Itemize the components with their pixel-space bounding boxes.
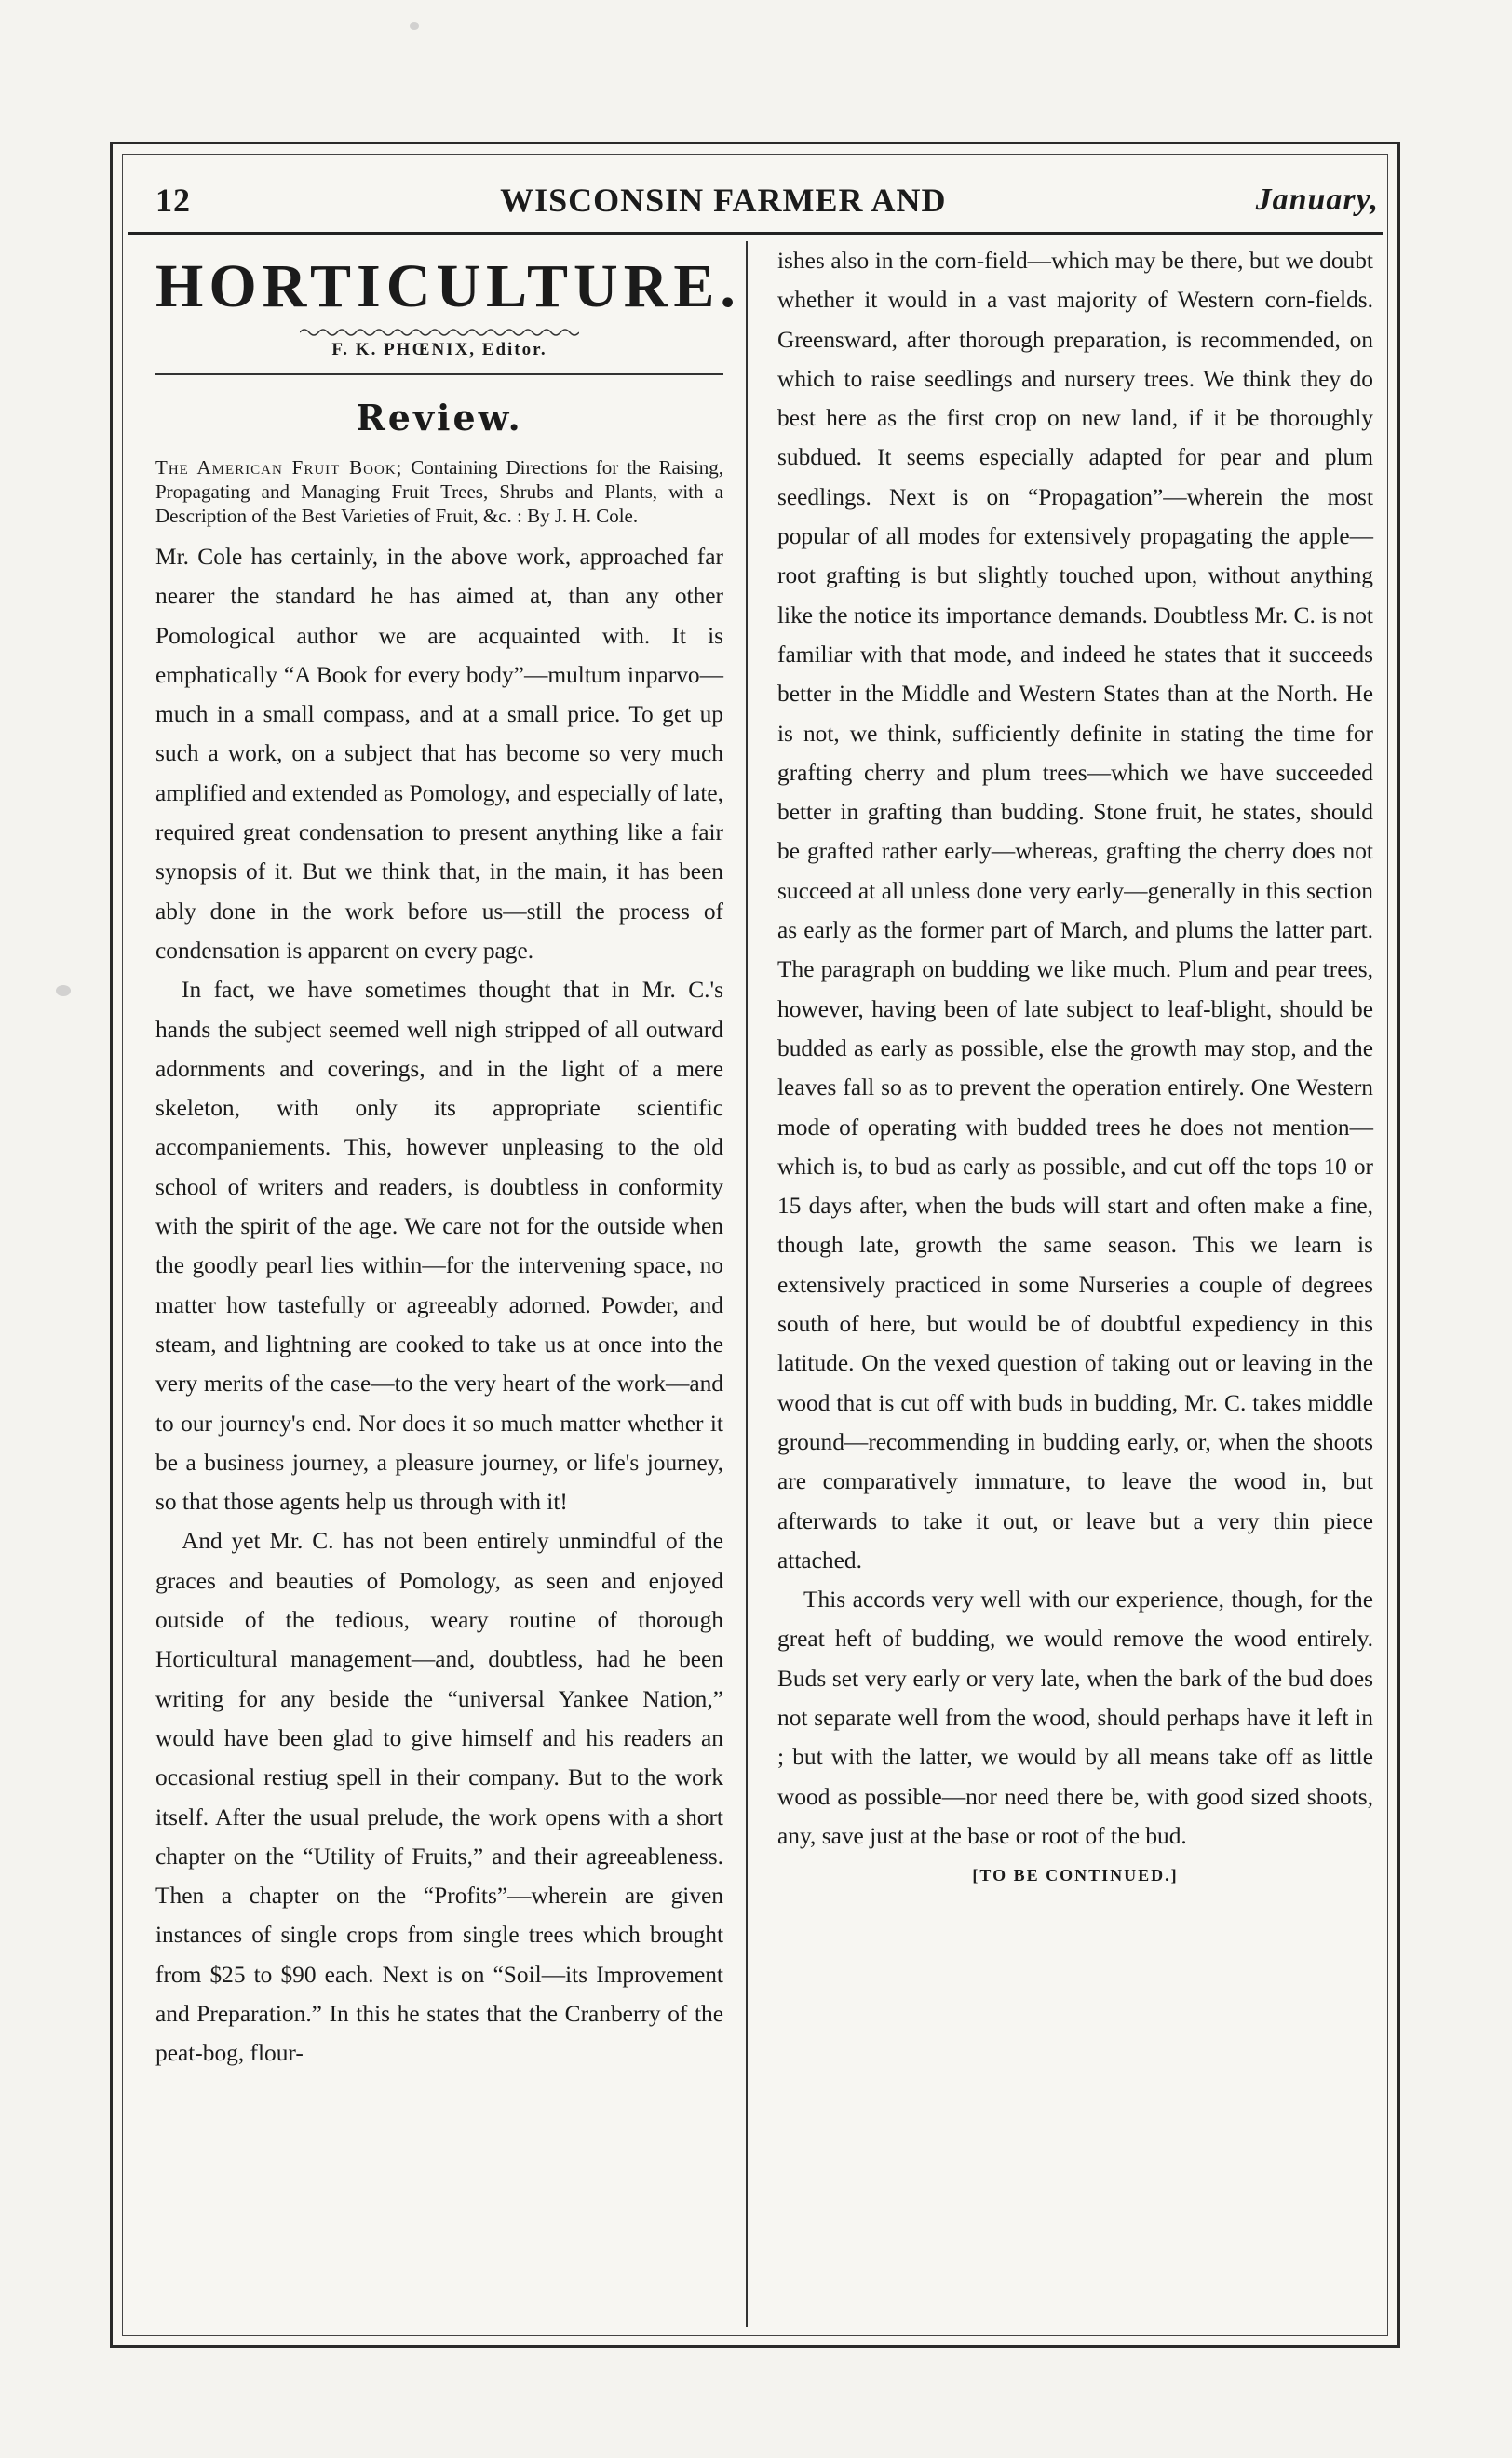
paragraph: ishes also in the corn-field—which may be there, but we doubt whether it would in a vast majority of Western corn-fields. Greensward, after thorough preparation, is recommended, on which to raise seedlings and nursery trees. We think they do best here as the first crop on new land, if it be thoroughly subdued. It seems especially adapted for pear and plum seedlings. Next is on “Propagation”—wherein the most popular of all modes for extensively propagating the apple—root grafting is but slightly touched upon, without anything like the notice its importance demands. Doubtless Mr. C. is not familiar with that mode, and indeed he states that it succeeds better in the Middle and Western States than at the North. He is not, we think, sufficiently definite in stating the time for grafting cherry and plum trees—which we have succeeded better in grafting than budding. Stone fruit, he states, should be grafted rather early—whereas, grafting the cherry does not succeed at all unless done very early—generally in this section as early as the former part of March, and plums the latter part. The paragraph on budding we like much. Plum and pear trees, however, having been of late subject to leaf-blight, should be budded as early as possible, else the growth may stop, and the leaves fall so as to prevent the operation entirely. One Western mode of operating with budded trees he does not mention—which is, to bud as early as possible, and cut off the tops 10 or 15 days after, when the buds will start and often make a fine, though late, growth the same season. This we learn is extensively practiced in some Nurseries a couple of degrees south of here, but would be of doubtful expediency in this latitude. On the vexed question of taking out or leaving in the wood that is cut off with buds in budding, Mr. C. takes middle ground—recommending in budding early, or, when the shoots are comparatively immature, to leave the wood in, but afterwards to take it out, or leave but a very thin piece attached. <box>777 248 1373 1573</box>
book-title: The American Fruit Book; <box>155 456 403 479</box>
left-column <box>155 241 741 2308</box>
section-title: Review. <box>356 397 523 439</box>
paragraph: And yet Mr. C. has not been entirely unmindful of the graces and beauties of Pomology, as seen and enjoyed outside of the tedious, weary routine of thorough Horticultural management—and, doubtless, had he been writing for any beside the “universal Yankee Nation,” would have been glad to give himself and his readers an occasional restiug spell in their company. But to the work itself. After the usual prelude, the work opens with a short chapter on the “Utility of Fruits,” and their agreeableness. Then a chapter on the “Profits”—wherein are given instances of single crops from single trees which brought from $25 to $90 each. Next is on “Soil—its Improvement and Preparation.” In this he states that the Cranberry of the peat-bog, flour- <box>155 1528 723 2067</box>
column-divider <box>746 241 748 2327</box>
department-title: HORTICULTURE. <box>155 252 741 320</box>
to-be-continued: [TO BE CONTINUED.] <box>972 1866 1179 1885</box>
paragraph: This accords very well with our experience, though, for the great heft of budding, we would remove the wood entirely. Buds set very early or very late, when the bark of the bud does not separate well from the wood, should perhaps have it left in ; but with the latter, we would by all means take off as little wood as possible—nor need there be, with good sized shoots, any, save just at the base or root of the bud. <box>777 1587 1373 1849</box>
book-entry <box>155 455 723 528</box>
publication-title: WISCONSIN FARMER AND <box>500 182 947 219</box>
editor-line: F. K. PHŒNIX, Editor. <box>331 340 547 359</box>
print-speck <box>410 22 419 30</box>
running-head <box>155 172 1379 228</box>
right-column <box>777 241 1373 2308</box>
wavy-ornament <box>300 327 579 338</box>
paragraph: Mr. Cole has certainly, in the above work, approached far nearer the standard he has aimed at, than any other Pomological author we are acquainted with. It is emphatically “A Book for every body”—multum inparvo—much in a small compass, and at a small price. To get up such a work, on a subject that has become so very much amplified and extended as Pomology, and especially of late, required great condensation to present anything like a fair synopsis of it. But we think that, in the main, it has been ably done in the work before us—still the process of condensation is apparent on every page. <box>155 544 723 964</box>
book-author: By J. H. Cole. <box>527 505 639 527</box>
editor-rule <box>155 373 723 375</box>
paragraph: In fact, we have sometimes thought that in Mr. C.'s hands the subject seemed well nigh stripped of all outward adornments and coverings, and in the light of a mere skeleton, with only its appropriate scientific accompaniements. This, however unpleasing to the old school of writers and readers, is doubtless in conformity with the spirit of the age. We care not for the outside when the goodly pearl lies within—for the intervening space, no matter how tastefully or agreeably adorned. Powder, and steam, and lightning are cooked to take us at once into the very merits of the case—to the very heart of the work—and to our journey's end. Nor does it so much matter whether it be a business journey, a pleasure journey, or life's journey, so that those agents help us through with it! <box>155 977 723 1516</box>
print-speck <box>56 985 71 996</box>
book-description: Containing Directions for the Raising, Propagating and Managing Fruit Trees, Shrubs and Plants, with a Description of the Best Varieties of Fruit, &c. : <box>155 456 724 527</box>
header-rule <box>128 232 1383 235</box>
page-number: 12 <box>155 182 191 219</box>
newspaper-page <box>110 142 1400 2348</box>
issue-month: January, <box>1255 182 1379 217</box>
